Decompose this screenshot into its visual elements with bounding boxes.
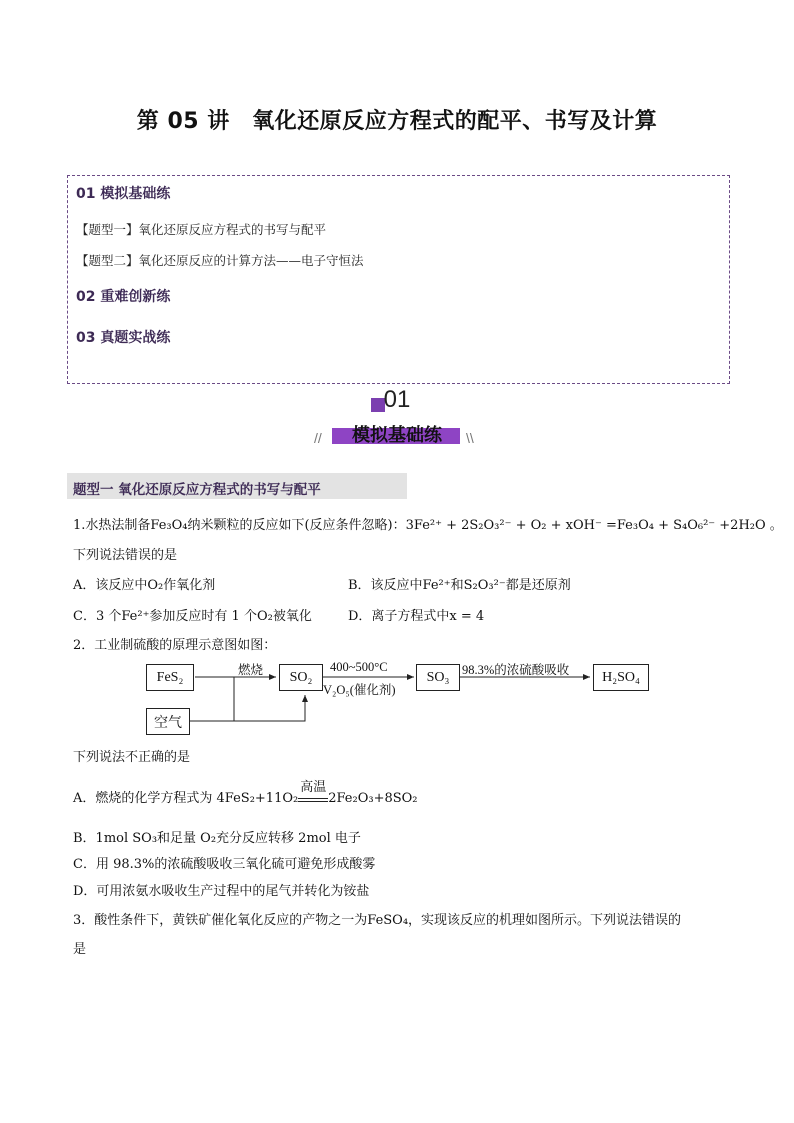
reaction-arrow [298,780,328,802]
equals-sign [298,798,328,802]
fes2-box: FeS₂ [146,664,194,691]
diagram-arrows [140,655,660,740]
q3-stem-line2: 是 [73,942,87,957]
q2-option-d: D．可用浓氨水吸收生产过程中的尾气并转化为铵盐 [73,884,370,899]
toc-heading-3: 03 真题实战练 [76,330,171,346]
q1-option-b: B．该反应中Fe²⁺和S₂O₃²⁻都是还原剂 [348,578,571,593]
q1-ask: 下列说法错误的是 [73,548,178,563]
absorb-label: 98.3%的浓硫酸吸收 [462,663,570,677]
burn-label: 燃烧 [238,663,264,677]
q1-stem: 1.水热法制备Fe₃O₄纳米颗粒的反应如下(反应条件忽略)：3Fe²⁺ + 2S₂O₃²⁻ + O₂ + xOH⁻ =Fe₃O₄ + S₄O₆²⁻ +2H₂O 。 [73,518,783,533]
q2-option-a-reactants: A．燃烧的化学方程式为 4FeS₂+11O₂ [73,791,299,806]
section-number: 01 [383,386,411,413]
q1-option-c: C．3 个Fe²⁺参加反应时有 1 个O₂被氧化 [73,609,312,624]
h2so4-box: H₂SO₄ [593,664,649,691]
right-slash-decoration: \\ [466,430,474,446]
q1-option-d: D．离子方程式中x = 4 [348,609,485,624]
so3-box: SO₃ [416,664,460,691]
section-title: 模拟基础练 [352,425,442,446]
toc-heading-1: 01 模拟基础练 [76,186,171,202]
page-title: 第 05 讲 氧化还原反应方程式的配平、书写及计算 [136,109,658,134]
q1-option-a: A．该反应中O₂作氧化剂 [73,578,216,593]
q2-option-c: C．用 98.3%的浓硫酸吸收三氧化硫可避免形成酸雾 [73,857,376,872]
so2-box: SO₂ [279,664,323,691]
catalyst-label: V₂O₅(催化剂) [323,683,396,697]
toc-heading-2: 02 重难创新练 [76,289,171,305]
air-box: 空气 [146,708,190,735]
q2-stem: 2．工业制硫酸的原理示意图如图： [73,638,277,653]
question-type-heading: 题型一 氧化还原反应方程式的书写与配平 [73,482,321,498]
q3-stem-line1: 3．酸性条件下，黄铁矿催化氧化反应的产物之一为FeSO₄，实现该反应的机理如图所示。下列说法错误的 [73,913,682,928]
q2-option-b: B．1mol SO₃和足量 O₂充分反应转移 2mol 电子 [73,831,361,846]
q2-option-a [73,780,418,806]
condition-label: 高温 [300,780,327,795]
toc-item-type2: 【题型二】氧化还原反应的计算方法——电子守恒法 [76,253,364,268]
table-of-contents [67,175,730,384]
q2-option-a-products: 2Fe₂O₃+8SO₂ [328,791,418,806]
left-slash-decoration: // [314,430,322,446]
q2-ask: 下列说法不正确的是 [73,750,191,765]
temperature-label: 400~500°C [330,660,388,674]
toc-item-type1: 【题型一】氧化还原反应方程式的书写与配平 [76,222,327,237]
